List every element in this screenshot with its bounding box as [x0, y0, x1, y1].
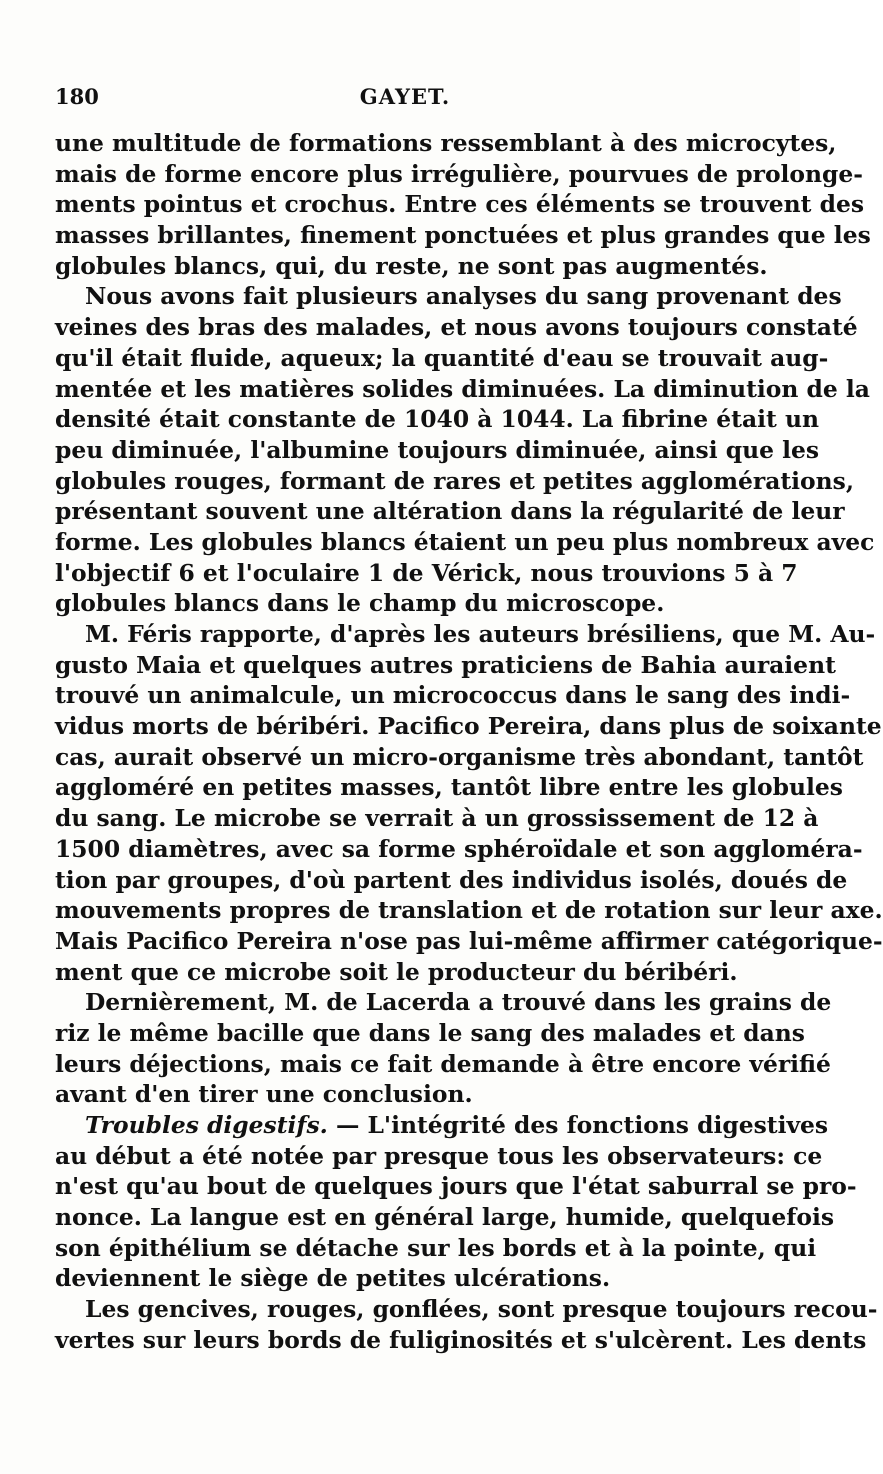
text-line: trouvé un animalcule, un micrococcus dans le sang des indi-	[55, 681, 851, 710]
text-line: qu'il était fluide, aqueux; la quantité d'eau se trouvait aug-	[55, 343, 829, 372]
page-header	[55, 84, 755, 114]
text-line: densité était constante de 1040 à 1044. La fibrine était un	[55, 405, 819, 434]
page-number: 180	[55, 84, 99, 109]
text-line: cas, aurait observé un micro-organisme très abondant, tantôt	[55, 742, 864, 771]
text-line: forme. Les globules blancs étaient un peu plus nombreux avec	[55, 527, 875, 556]
text-line: son épithélium se détache sur les bords et à la pointe, qui	[55, 1233, 817, 1262]
text-line: 1500 diamètres, avec sa forme sphéroïdale et son aggloméra-	[55, 834, 863, 863]
text-line: globules blancs, qui, du reste, ne sont pas augmentés.	[55, 251, 768, 280]
text-line: peu diminuée, l'albumine toujours diminuée, ainsi que les	[55, 435, 820, 464]
text-line: Dernièrement, M. de Lacerda a trouvé dans les grains de	[85, 988, 832, 1017]
text-line: M. Féris rapporte, d'après les auteurs brésiliens, que M. Au-	[85, 620, 876, 648]
text-line: globules blancs dans le champ du microscope.	[55, 589, 665, 618]
text-line: aggloméré en petites masses, tantôt libre entre les globules	[55, 773, 843, 802]
text-line: nonce. La langue est en général large, humide, quelquefois	[55, 1203, 835, 1232]
section-line	[55, 1110, 829, 1141]
text-line: deviennent le siège de petites ulcérations.	[55, 1264, 611, 1293]
text-line: vidus morts de béribéri. Pacifico Pereira, dans plus de soixante	[55, 712, 882, 741]
text-line: mais de forme encore plus irrégulière, pourvues de prolonge-	[55, 159, 863, 188]
text-line: l'objectif 6 et l'oculaire 1 de Vérick, nous trouvions 5 à 7	[55, 558, 798, 587]
text-line: du sang. Le microbe se verrait à un grossissement de 12 à	[55, 804, 819, 833]
text-line: gusto Maia et quelques autres praticiens de Bahia auraient	[55, 650, 836, 679]
text-line: Nous avons fait plusieurs analyses du sang provenant des	[85, 282, 842, 311]
section-heading: Troubles digestifs.	[85, 1111, 328, 1139]
text-line: Mais Pacifico Pereira n'ose pas lui-même affirmer catégorique-	[55, 926, 883, 955]
body-text	[55, 128, 883, 1356]
text-line: n'est qu'au bout de quelques jours que l'état saburral se pro-	[55, 1172, 857, 1201]
text-line: ments pointus et crochus. Entre ces éléments se trouvent des	[55, 190, 865, 219]
text-line: Les gencives, rouges, gonflées, sont presque toujours recou-	[85, 1295, 878, 1324]
text-line: globules rouges, formant de rares et petites agglomérations,	[55, 466, 854, 495]
text-line: au début a été notée par presque tous les observateurs: ce	[55, 1141, 823, 1170]
text-line: riz le même bacille que dans le sang des malades et dans	[55, 1018, 805, 1047]
text-line: leurs déjections, mais ce fait demande à être encore vérifié	[55, 1049, 831, 1078]
text-line: avant d'en tirer une conclusion.	[55, 1080, 473, 1109]
text-line: veines des bras des malades, et nous avons toujours constaté	[55, 313, 858, 342]
text-line: ment que ce microbe soit le producteur du béribéri.	[55, 957, 738, 986]
text-line: masses brillantes, finement ponctuées et plus grandes que les	[55, 221, 871, 250]
text-line: tion par groupes, d'où partent des individus isolés, doués de	[55, 865, 848, 894]
text-line: mentée et les matières solides diminuées. La diminution de la	[55, 374, 870, 403]
text-line: une multitude de formations ressemblant à des microcytes,	[55, 129, 837, 157]
text-line: mouvements propres de translation et de rotation sur leur axe.	[55, 896, 883, 925]
running-head: GAYET.	[359, 84, 451, 109]
text-line: présentant souvent une altération dans la régularité de leur	[55, 497, 845, 526]
section-line-text: — L'intégrité des fonctions digestives	[335, 1111, 829, 1139]
text-line: vertes sur leurs bords de fuliginosités et s'ulcèrent. Les dents	[55, 1325, 867, 1354]
